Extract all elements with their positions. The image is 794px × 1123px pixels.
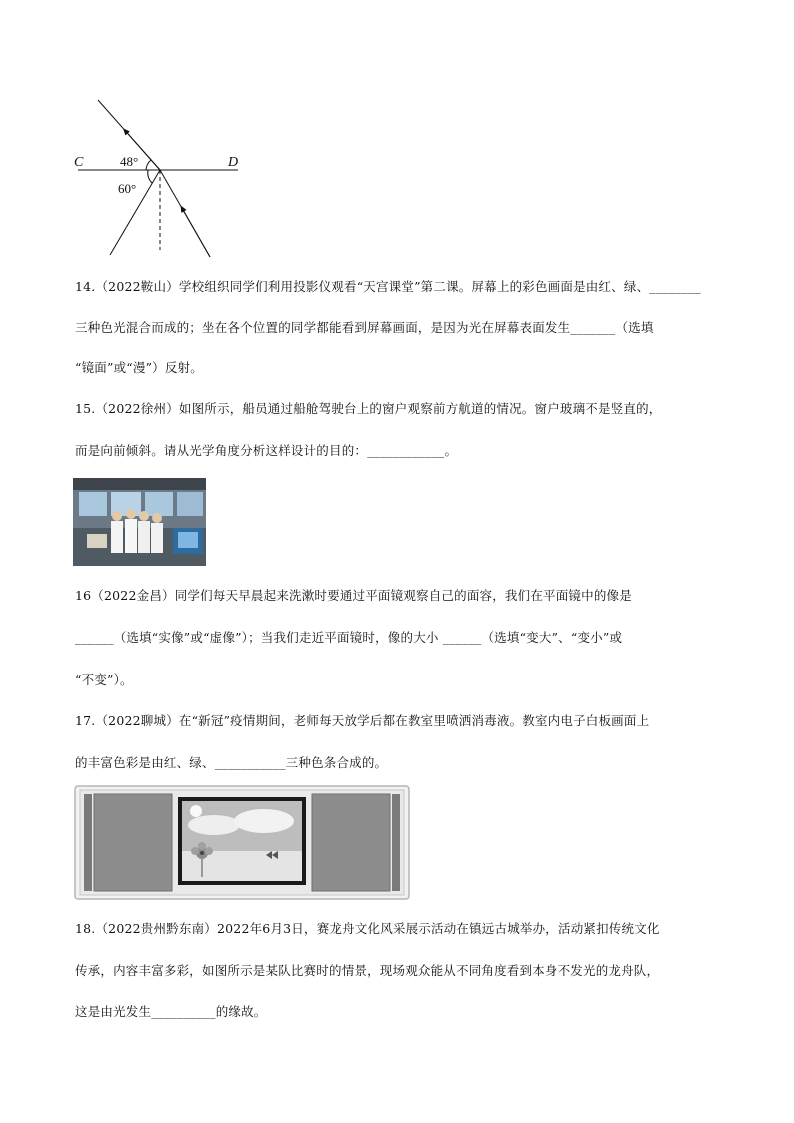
angle-arc-bottom: [148, 170, 152, 183]
q16-line2: ______（选填“实像”或“虚像”）；当我们走近平面镜时，像的大小 ______（选填“变大”、“变小”或: [75, 630, 623, 645]
angle-48-label: 48°: [120, 154, 139, 169]
q14-line3: “镜面”或“漫”）反射。: [75, 360, 203, 375]
q15-line1: 15.（2022徐州）如图所示，船员通过船舱驾驶台上的窗户观察前方航道的情况。窗户玻璃不是竖直的，: [75, 401, 662, 416]
label-d: D: [228, 155, 239, 170]
label-c: C: [74, 155, 84, 170]
q16-line3: “不变”）。: [75, 672, 133, 687]
electronic-whiteboard-image: [74, 785, 410, 900]
q18-line3: 这是由光发生__________的缘故。: [75, 1004, 267, 1019]
q18-line1: 18.（2022贵州黔东南）2022年6月3日，赛龙舟文化风采展示活动在镇远古城举办，活动紧扣传统文化: [75, 921, 660, 936]
ship-bridge-photo: [73, 478, 206, 566]
q14-line1: 14.（2022鞍山）学校组织同学们利用投影仪观看“天宫课堂”第二课。屏幕上的彩色画面是由红、绿、________: [75, 279, 701, 294]
q14-line2: 三种色光混合而成的；坐在各个位置的同学都能看到屏幕画面，是因为光在屏幕表面发生_______（选填: [75, 320, 654, 335]
angle-arc-top: [146, 160, 151, 170]
q17-line2: 的丰富色彩是由红、绿、___________三种色条合成的。: [75, 755, 388, 770]
reflection-diagram-svg: [70, 95, 260, 265]
reflection-diagram: [70, 95, 260, 265]
q17-line1: 17.（2022聊城）在“新冠”疫情期间，老师每天放学后都在教室里喷洒消毒液。教室内电子白板画面上: [75, 713, 650, 728]
angle-60-label: 60°: [118, 181, 137, 196]
q15-line2: 而是向前倾斜。请从光学角度分析这样设计的目的：____________。: [75, 443, 458, 458]
q18-line2: 传承，内容丰富多彩，如图所示是某队比赛时的情景，现场观众能从不同角度看到本身不发光的龙舟队，: [75, 963, 660, 978]
q16-line1: 16（2022金昌）同学们每天早晨起来洗漱时要通过平面镜观察自己的面容，我们在平面镜中的像是: [75, 588, 632, 603]
